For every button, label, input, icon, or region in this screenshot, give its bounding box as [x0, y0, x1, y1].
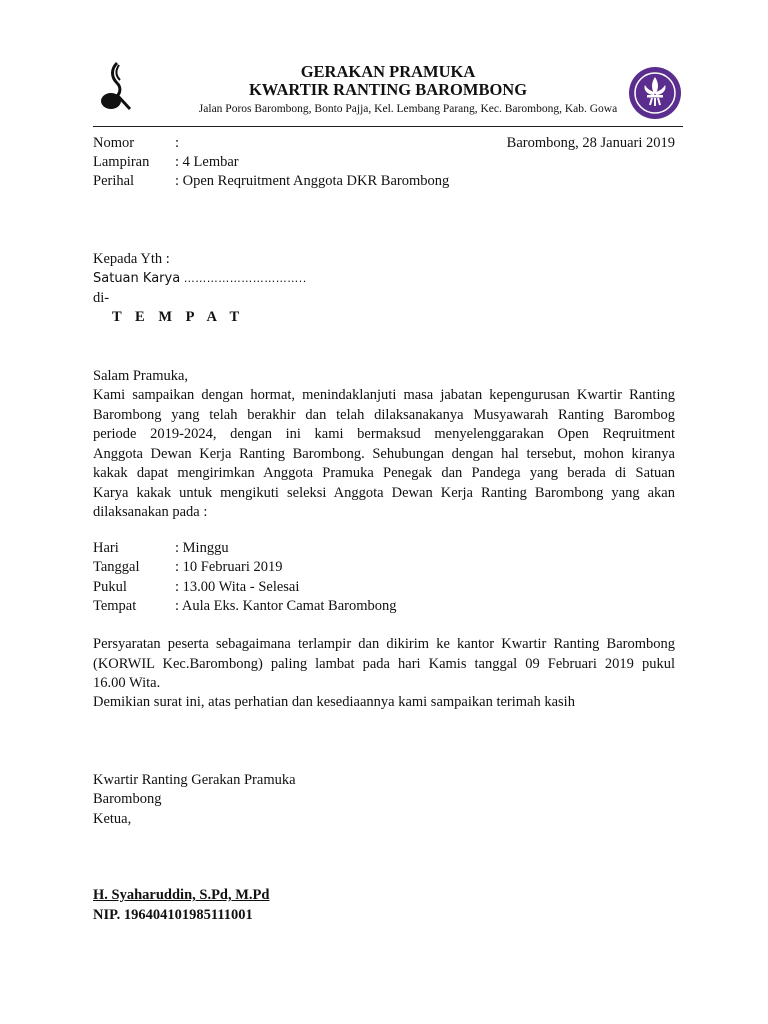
addressee-line3: di- — [93, 290, 110, 306]
signature-position: Ketua, — [93, 811, 132, 827]
letterhead-address: Jalan Poros Barombong, Bonto Pajja, Kel. Lembang Parang, Kec. Barombong, Kab. Gowa — [198, 103, 618, 115]
nomor-label: Nomor — [93, 135, 135, 151]
schedule-label: Hari — [93, 540, 119, 556]
schedule-value: : Aula Eks. Kantor Camat Barombong — [175, 598, 397, 614]
paragraph-line: 16.00 Wita. — [93, 675, 161, 691]
letterhead-divider — [93, 126, 683, 127]
paragraph-line: periode 2019-2024, dengan ini kami bermaksud menyelenggarakan Open Reqruitment — [93, 426, 675, 442]
letterhead-subtitle: KWARTIR RANTING BAROMBONG — [248, 80, 528, 99]
perihal-value: : Open Reqruitment Anggota DKR Barombong — [175, 173, 450, 189]
signatory-nip: NIP. 196404101985111001 — [93, 907, 253, 923]
signature-org-line2: Barombong — [93, 791, 162, 807]
place-date: Barombong, 28 Januari 2019 — [506, 135, 675, 151]
signatory-name: H. Syaharuddin, S.Pd, M.Pd — [93, 887, 270, 903]
paragraph-line: dilaksanakan pada : — [93, 504, 208, 520]
closing-sentence: Demikian surat ini, atas perhatian dan kesediaannya kami sampaikan terimah kasih — [93, 694, 575, 710]
schedule-value: : Minggu — [175, 540, 229, 556]
paragraph-line: Karya kakak untuk mengikuti seleksi Anggota Dewan Kerja Ranting Barombong yang akan — [93, 484, 675, 501]
wosm-fleur-de-lis-icon — [627, 65, 683, 121]
addressee-line2 — [93, 269, 307, 289]
nomor-value: : — [175, 135, 180, 151]
addressee-satuan-label: Satuan Karya — [93, 271, 181, 286]
paragraph-line: Persyaratan peserta sebagaimana terlampir dan dikirim ke kantor Kwartir Ranting Barombong — [93, 636, 675, 652]
lampiran-value: : 4 Lembar — [175, 154, 239, 170]
paragraph-line: Kami sampaikan dengan hormat, menindaklanjuti masa jabatan kepengurusan Kwartir Ranting — [93, 387, 675, 403]
schedule-label: Tanggal — [93, 559, 140, 575]
addressee-line1: Kepada Yth : — [93, 251, 170, 267]
schedule-value: : 10 Februari 2019 — [175, 559, 283, 575]
greeting: Salam Pramuka, — [93, 368, 189, 384]
paragraph-line: Anggota Dewan Kerja Ranting Barombong. Sehubungan dengan hal tersebut, mohon kiranya — [93, 445, 675, 462]
body-paragraph-1 — [93, 386, 675, 523]
addressee-dots: ………………………….. — [183, 272, 307, 285]
paragraph-line: (KORWIL Kec.Barombong) paling lambat pada hari Kamis tanggal 09 Februari 2019 pukul — [93, 655, 675, 672]
schedule-label: Pukul — [93, 579, 127, 595]
body-paragraph-2 — [93, 635, 675, 694]
letterhead-title: GERAKAN PRAMUKA — [300, 62, 476, 81]
schedule-label: Tempat — [93, 598, 137, 614]
signature-org-line1: Kwartir Ranting Gerakan Pramuka — [93, 772, 296, 788]
paragraph-line: kakak dapat mengirimkan Anggota Pramuka Penegak dan Pandega yang berada di Satuan — [93, 465, 675, 481]
perihal-label: Perihal — [93, 173, 135, 189]
lampiran-label: Lampiran — [93, 154, 150, 170]
letterhead — [93, 55, 683, 127]
schedule-value: : 13.00 Wita - Selesai — [175, 579, 300, 595]
addressee-tempat: T E M P A T — [112, 309, 245, 325]
paragraph-line: Barombong yang telah berakhir dan telah dilaksanakanya Musyawarah Ranting Barombog — [93, 406, 675, 423]
